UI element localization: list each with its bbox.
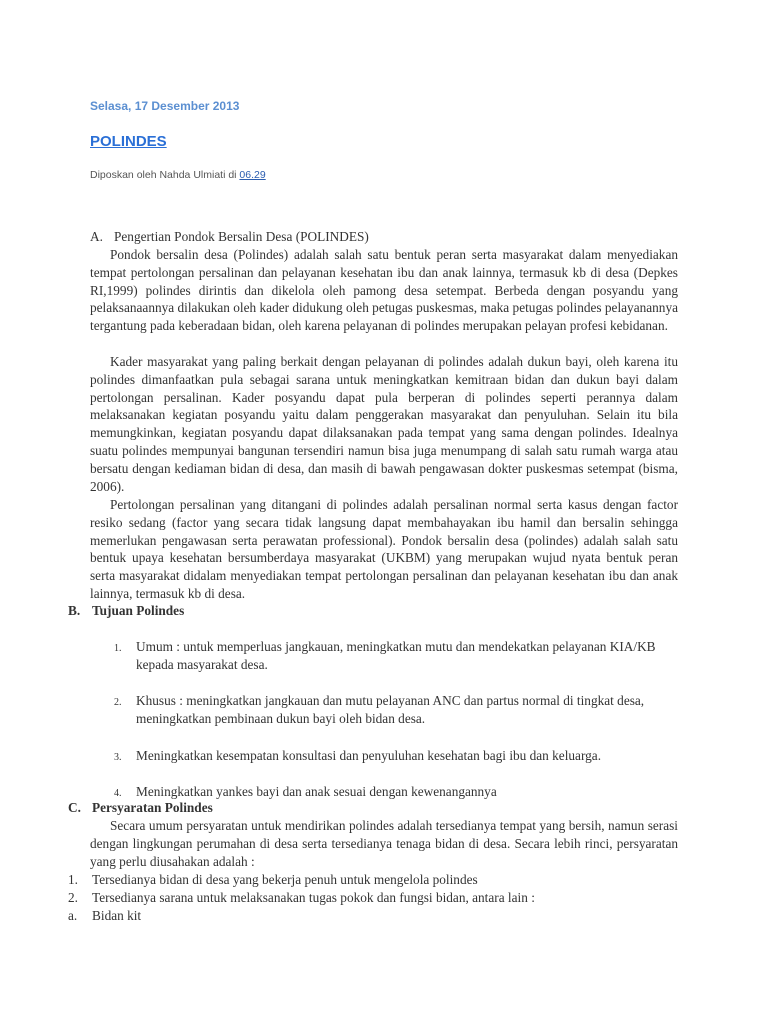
section-a-paragraph-3: Pertolongan persalinan yang ditangani di polindes adalah persalinan normal serta kasus dengan factor resiko sedang (factor yang secara tidak langsung dapat membahayakan ibu hamil dan bersalin sehingga memerlukan pengawasan serta perawatan professional). Pondok bersalin desa (polindes) adalah salah satu bentuk upaya kesehatan bersumberdaya masyarakat (UKBM) yang merupakan wujud nyata bentuk peran serta masyarakat didalam menyediakan tempat pertolongan persalinan dan pelayanan kesehatan ibu dan anak lainnya, termasuk kb di desa. <box>90 497 678 601</box>
section-b-heading <box>68 602 184 620</box>
list-item-number: 2. <box>68 890 78 905</box>
post-meta <box>90 169 266 181</box>
list-item <box>114 638 680 674</box>
list-item-text: Meningkatkan yankes bayi dan anak sesuai dengan kewenangannya <box>136 784 497 799</box>
section-a-heading <box>90 228 369 246</box>
list-item-letter: a. <box>68 908 78 923</box>
section-c-letter: C. <box>68 800 81 815</box>
list-item <box>68 889 688 907</box>
list-item-number: 3. <box>114 752 122 763</box>
section-c-title: Persyaratan Polindes <box>92 800 213 815</box>
list-item <box>114 692 680 728</box>
list-item <box>68 871 688 889</box>
list-item <box>114 747 680 767</box>
section-b-letter: B. <box>68 603 81 618</box>
section-a-paragraph-1: Pondok bersalin desa (Polindes) adalah salah satu bentuk peran serta masyarakat dalam menyediakan tempat pertolongan persalinan dan pelayanan kesehatan ibu dan anak lainnya, termasuk kb di desa (Depkes RI,1999) polindes dirintis dan dikelola oleh pamong desa setempat. Berbeda dengan posyandu yang pelaksanaannya dilakukan oleh kader didukung oleh petugas puskesmas, maka petugas polindes pelayanannya tergantung pada keberadaan bidan, oleh karena pelayanan di polindes merupakan pelayan profesi kebidanan. <box>90 247 678 334</box>
section-a-letter: A. <box>90 229 103 244</box>
section-c-heading <box>68 799 213 817</box>
list-item-number: 4. <box>114 788 122 799</box>
list-item-number: 1. <box>68 872 78 887</box>
post-time-link[interactable]: 06.29 <box>239 169 266 181</box>
list-item-text: Tersedianya sarana untuk melaksanakan tugas pokok dan fungsi bidan, antara lain : <box>92 890 535 905</box>
list-item-text: Meningkatkan kesempatan konsultasi dan penyuluhan kesehatan bagi ibu dan keluarga. <box>136 748 602 763</box>
list-item-text: Bidan kit <box>92 908 142 923</box>
section-a-title: Pengertian Pondok Bersalin Desa (POLINDES) <box>114 229 369 244</box>
list-item-text: Umum : untuk memperluas jangkauan, meningkatkan mutu dan mendekatkan pelayanan KIA/KB kepada masyarakat desa. <box>136 639 656 672</box>
list-item-number: 1. <box>114 643 122 654</box>
list-item <box>68 907 688 925</box>
section-b-title: Tujuan Polindes <box>92 603 185 618</box>
section-c-paragraph: Secara umum persyaratan untuk mendirikan polindes adalah tersedianya tempat yang bersih, namun serasi dengan lingkungan perumahan di desa serta tersedianya tenaga bidan di desa. Secara lebih rinci, persyaratan yang perlu diusahakan adalah : <box>90 818 678 869</box>
section-a-paragraph-2: Kader masyarakat yang paling berkait dengan pelayanan di polindes adalah dukun bayi, oleh karena itu polindes dimanfaatkan pula sebagai sarana untuk meningkatkan kemitraan bidan dan dukun bayi dalam pertolongan persalinan. Kader posyandu dapat pula berperan di polindes seperti perannya dalam melaksanakan kegiatan posyandu yaitu dalam penggerakan masyarakat dan penyuluhan. Selain itu bila memungkinkan, kegiatan posyandu dapat dilaksanakan pada tempat yang sama dengan polindes. Idealnya suatu polindes mempunyai bangunan tersendiri namun bisa juga menumpang di salah satu rumah warga atau bersatu dengan kediaman bidan di desa, dan masih di bawah pengawasan dokter puskesmas setempat (bisma, 2006). <box>90 354 678 494</box>
list-item-text: Tersedianya bidan di desa yang bekerja penuh untuk mengelola polindes <box>92 872 478 887</box>
list-item-text: Khusus : meningkatkan jangkauan dan mutu pelayanan ANC dan partus normal di tingkat desa, meningkatkan pembinaan dukun bayi oleh bidan desa. <box>136 693 645 726</box>
list-item-number: 2. <box>114 697 122 708</box>
post-date: Selasa, 17 Desember 2013 <box>90 99 240 113</box>
post-author-label: Diposkan oleh Nahda Ulmiati di <box>90 169 240 181</box>
post-title-link[interactable]: POLINDES <box>90 133 167 150</box>
